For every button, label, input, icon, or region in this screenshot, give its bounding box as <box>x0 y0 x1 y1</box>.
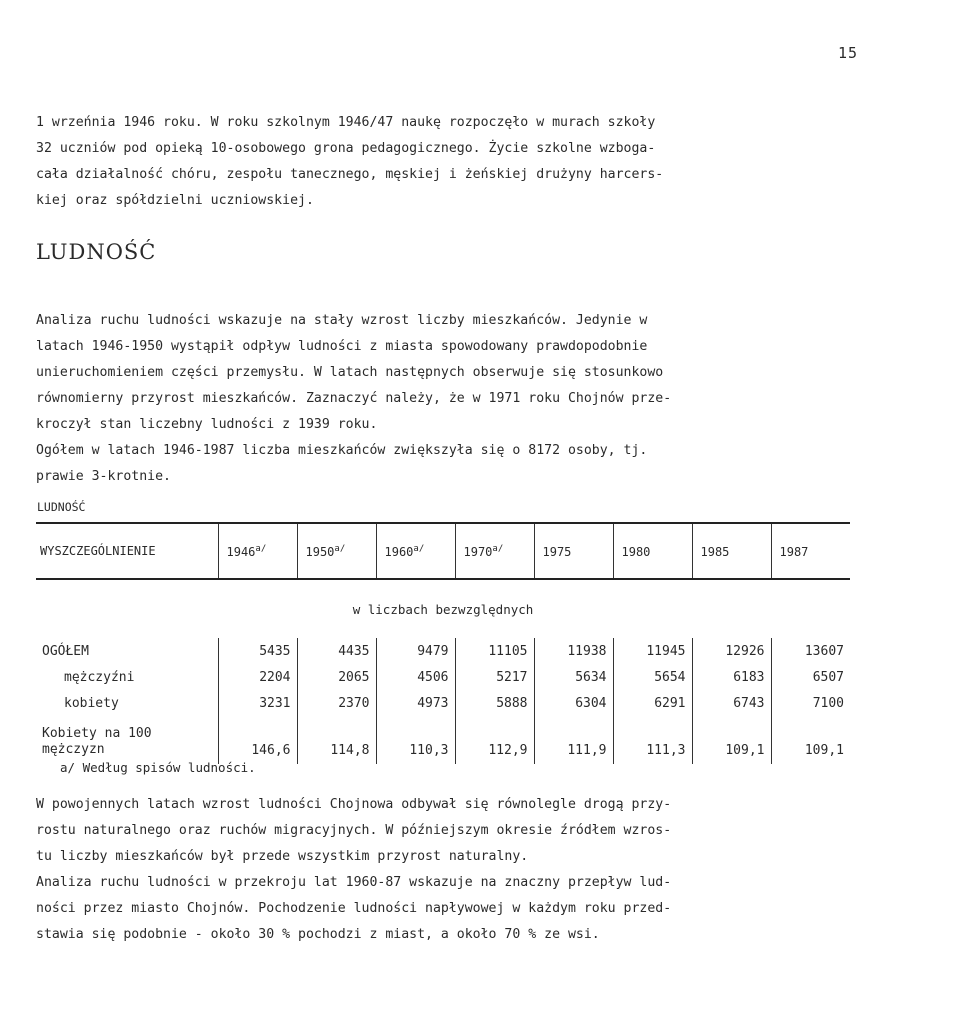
table-cell: 6743 <box>692 690 771 716</box>
row-label: mężczyźni <box>64 669 135 685</box>
table-cell: 4435 <box>297 638 376 664</box>
section-heading: LUDNOŚĆ <box>36 240 157 264</box>
year-header: $1970^{a/}$ <box>455 523 534 579</box>
table-cell: 12926 <box>692 638 771 664</box>
table-cell: 11945 <box>613 638 692 664</box>
table-cell: 112,9 <box>455 716 534 764</box>
row-label: kobiety <box>64 695 119 711</box>
year-header: 1980 <box>613 523 692 579</box>
table-cell: 110,3 <box>376 716 455 764</box>
text-line: prawie 3-krotnie. <box>36 469 171 484</box>
table-cell: 109,1 <box>771 716 850 764</box>
text-line: 32 uczniów pod opieką 10-osobowego grona pedagogicznego. Życie szkolne wzboga- <box>36 141 656 156</box>
table-subheading: w liczbach bezwzględnych <box>352 601 534 617</box>
table-row <box>36 690 850 716</box>
text-line: ności przez miasto Chojnów. Pochodzenie ludności napływowej w każdym roku przed- <box>36 901 672 916</box>
table-cell: 2065 <box>297 664 376 690</box>
row-label: Kobiety na 100 mężczyzn <box>42 726 152 757</box>
table-row <box>36 664 850 690</box>
text-line: stawia się podobnie - około 30 % pochodzi z miast, a około 70 % ze wsi. <box>36 927 600 942</box>
table-cell: 9479 <box>376 638 455 664</box>
year-header: $1946^{a/}$ <box>218 523 297 579</box>
text-line: cała działalność chóru, zespołu tanecznego, męskiej i żeńskiej drużyny harcers- <box>36 167 664 182</box>
table-cell: 11938 <box>534 638 613 664</box>
closing-paragraph <box>36 792 671 948</box>
text-line: latach 1946-1950 wystąpił odpływ ludności z miasta spowodowany prawdopodobnie <box>36 339 648 354</box>
table-cell: 3231 <box>218 690 297 716</box>
text-line: Analiza ruchu ludności wskazuje na stały wzrost liczby mieszkańców. Jedynie w <box>36 313 648 328</box>
header-label: WYSZCZEGÓLNIENIE <box>36 523 218 579</box>
table-header-row <box>36 523 850 579</box>
year-header: 1987 <box>771 523 850 579</box>
table-cell: 6183 <box>692 664 771 690</box>
text-line: równomierny przyrost mieszkańców. Zaznaczyć należy, że w 1971 roku Chojnów prze- <box>36 391 672 406</box>
table-cell: 6304 <box>534 690 613 716</box>
table-cell: 114,8 <box>297 716 376 764</box>
table-row <box>36 638 850 664</box>
page-number: 15 <box>838 44 859 62</box>
table-cell: 5654 <box>613 664 692 690</box>
table-footnote: a/ Według spisów ludności. <box>60 760 256 775</box>
text-line: W powojennych latach wzrost ludności Chojnowa odbywał się równolegle drogą przy- <box>36 797 672 812</box>
text-line: tu liczby mieszkańców był przede wszystkim przyrost naturalny. <box>36 849 529 864</box>
table-cell: 2370 <box>297 690 376 716</box>
table-cell: 111,9 <box>534 716 613 764</box>
table-cell: 146,6 <box>218 716 297 764</box>
year-header: $1950^{a/}$ <box>297 523 376 579</box>
table-row <box>36 716 850 764</box>
table-cell: 6291 <box>613 690 692 716</box>
text-line: rostu naturalnego oraz ruchów migracyjnych. W późniejszym okresie źródłem wzros- <box>36 823 672 838</box>
year-header: $1960^{a/}$ <box>376 523 455 579</box>
text-line: kroczył stan liczebny ludności z 1939 roku. <box>36 417 378 432</box>
analysis-paragraph <box>36 308 671 490</box>
table-cell: 5217 <box>455 664 534 690</box>
table-cell: 4506 <box>376 664 455 690</box>
table-cell: 4973 <box>376 690 455 716</box>
text-line: Ogółem w latach 1946-1987 liczba mieszkańców zwiększyła się o 8172 osoby, tj. <box>36 443 648 458</box>
table-cell: 109,1 <box>692 716 771 764</box>
table-cell: 111,3 <box>613 716 692 764</box>
population-table <box>36 522 850 764</box>
table-cell: 5634 <box>534 664 613 690</box>
table-cell: 2204 <box>218 664 297 690</box>
text-line: kiej oraz spółdzielni uczniowskiej. <box>36 193 314 208</box>
text-line: Analiza ruchu ludności w przekroju lat 1960-87 wskazuje na znaczny przepływ lud- <box>36 875 672 890</box>
text-line: 1 wrzeńnia 1946 roku. W roku szkolnym 1946/47 naukę rozpoczęło w murach szkoły <box>36 115 656 130</box>
table-cell: 5888 <box>455 690 534 716</box>
table-cell: 13607 <box>771 638 850 664</box>
table-cell: 5435 <box>218 638 297 664</box>
row-label: OGÓŁEM <box>42 643 89 659</box>
table-cell: 6507 <box>771 664 850 690</box>
year-header: 1975 <box>534 523 613 579</box>
text-line: unieruchomieniem części przemysłu. W latach następnych obserwuje się stosunkowo <box>36 365 664 380</box>
table-cell: 11105 <box>455 638 534 664</box>
table-caption: LUDNOŚĆ <box>37 500 86 514</box>
table-cell: 7100 <box>771 690 850 716</box>
table-subheading-row <box>36 579 850 638</box>
year-header: 1985 <box>692 523 771 579</box>
intro-paragraph <box>36 110 663 214</box>
